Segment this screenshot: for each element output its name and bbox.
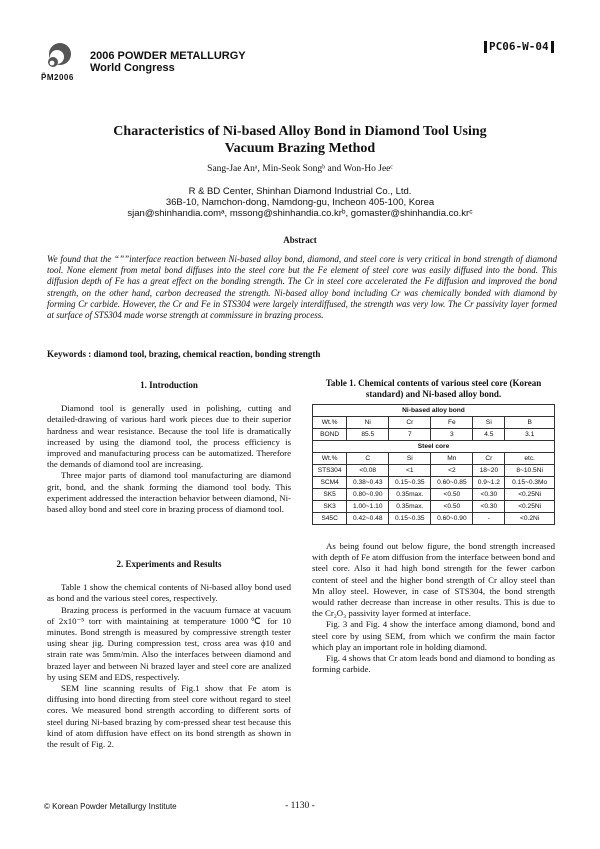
paragraph: Three major parts of diamond tool manufacturing are diamond grit, bond, and the shank forming the diamond tool body. This experiment addressed the interaction behavior between diamond, Ni-based alloy bond and steel core in brazing process of diamond tool. xyxy=(47,470,291,515)
table-cell: 4.5 xyxy=(473,429,505,441)
copyright-notice: © Korean Powder Metallurgy Institute xyxy=(44,802,177,811)
page-number: - 1130 - xyxy=(285,801,315,811)
table-cell: 7 xyxy=(389,429,431,441)
table-cell: SK3 xyxy=(313,501,347,513)
table-row xyxy=(313,513,555,525)
table-cell: 8~10.5Ni xyxy=(505,465,555,477)
table-header-row xyxy=(313,453,555,465)
table-cell: Mn xyxy=(431,453,473,465)
abstract-heading: Abstract xyxy=(283,235,317,245)
paragraph: Fig. 4 shows that Cr atom leads bond and diamond to bonding as forming carbide. xyxy=(312,653,555,675)
abstract-text: We found that the “””interface reaction between Ni-based alloy bond, diamond, and steel core is very critical in bond strength of diamond tool. None element from metal bond diffuses into the steel core but the Fe element of steel core was easily diffused into the bond. This diffusion depth of Fe has a great effect on the bonding strength. The Cr in steel core accelerated the Fe diffusion and improved the bond strength, on the other hand, carbon decreased the strength. Ni-based alloy bond including Cr was chemically bonded with diamond by forming Cr carbide. However, the Cr and Fe in STS304 were largely interdiffused, the strength was very low. The Cr passivity layer formed at surface of STS304 made worse strength at commissure in brazing process. xyxy=(47,254,557,321)
table-cell: 0.35max. xyxy=(389,489,431,501)
table-cell: Wt.% xyxy=(313,453,347,465)
steel-section-title: Steel core xyxy=(313,441,555,453)
table-cell: 1.00~1.10 xyxy=(347,501,389,513)
table-cell: 3 xyxy=(431,429,473,441)
table-cell: SCM4 xyxy=(313,477,347,489)
paragraph: Diamond tool is generally used in polishing, cutting and detailed-drawing of various hard work pieces due to their superior hardness and wear resistance. Because the tool life is dramatically increased by using the diamond tool, the process efficiency is improved and manufacturing process can be automatized. Therefore the demands of diamond tool are increasing. xyxy=(47,403,291,470)
logo-label: P̃M2006 xyxy=(41,73,74,82)
right-column-text xyxy=(312,541,555,675)
title-line-1: Characteristics of Ni-based Alloy Bond in Diamond Tool Using xyxy=(113,124,487,139)
table-cell: 0.35max. xyxy=(389,501,431,513)
table-cell: etc. xyxy=(505,453,555,465)
table-cell: 0.80~0.90 xyxy=(347,489,389,501)
table-cell: BOND xyxy=(313,429,347,441)
affiliation xyxy=(0,186,600,219)
table-cell: <0.25Ni xyxy=(505,501,555,513)
table-row xyxy=(313,405,555,417)
table-cell: <0.50 xyxy=(431,501,473,513)
table-cell: S45C xyxy=(313,513,347,525)
title-line-2: Vacuum Brazing Method xyxy=(224,141,376,156)
table-cell: <1 xyxy=(389,465,431,477)
paragraph: As being found out below figure, the bond strength increased with depth of Fe atom diffusion from the interface between bond and steel core. Also it had high bond strength for the fewer carbon content of steel and the higher bond strength of Cr alloy steel than Mn alloy steel. However, in case of STS304, the bond strength would rather decrease than increase in other results. This is due to the Cr₂O₃ passivity layer formed at interface. xyxy=(312,541,555,619)
table-caption xyxy=(312,378,555,400)
table-cell: 0.60~0.85 xyxy=(431,477,473,489)
table-cell: <0.2Ni xyxy=(505,513,555,525)
table-cell: <0.25Ni xyxy=(505,489,555,501)
section-experiments xyxy=(47,559,291,750)
table-row xyxy=(313,477,555,489)
paragraph: Brazing process is performed in the vacuum furnace at vacuum of 2x10⁻⁵ torr with maintaining at temperature 1000℃ for 10 minutes. Bond strength is measured by compressive strength tester using shear jig. During compression test, cross area was ϕ10 and strain rate was 5mm/min. Also the interfaces between diamond and brazed layer and between Ni brazed layer and steel core are analized by using SEM and EDS, respectively. xyxy=(47,604,291,682)
table-cell: Wt.% xyxy=(313,417,347,429)
affiliation-org: R & BD Center, Shinhan Diamond Industrial Co., Ltd. xyxy=(188,186,412,197)
paper-code xyxy=(482,40,556,53)
table-cell: 0.15~0.35 xyxy=(389,513,431,525)
table-cell: 0.42~0.48 xyxy=(347,513,389,525)
section-heading: 1. Introduction xyxy=(140,380,198,390)
affiliation-address: 36B-10, Namchon-dong, Namdong-gu, Incheon 405-100, Korea xyxy=(165,197,435,208)
table-caption-line-1: Table 1. Chemical contents of various steel core (Korean xyxy=(325,378,542,388)
table-row xyxy=(313,501,555,513)
table-cell: SK5 xyxy=(313,489,347,501)
table-cell: <0.08 xyxy=(347,465,389,477)
paragraph: SEM line scanning results of Fig.1 show that Fe atom is diffusing into bond directing from steel core without regard to steel cores. We measured bond strength according to different sorts of steel during Ni-based brazing by com-pressed shear test because this kind of atom diffusion have effect on its bond strength as shown in the result of Fig. 2. xyxy=(47,683,291,750)
table-cell: 0.9~1.2 xyxy=(473,477,505,489)
table-row xyxy=(313,429,555,441)
paragraph: Fig. 3 and Fig. 4 show the interface among diamond, bond and steel core by using SEM, from which we confirm the main factor which play an important role in holding diamond. xyxy=(312,619,555,652)
table-cell: Ni xyxy=(347,417,389,429)
table-cell: <0.30 xyxy=(473,501,505,513)
conference-logo-icon xyxy=(44,42,72,72)
table-cell: <0.50 xyxy=(431,489,473,501)
table-cell: 0.60~0.90 xyxy=(431,513,473,525)
bond-section-title: Ni-based alloy bond xyxy=(313,405,555,417)
table-caption-line-2: standard) and Ni-based alloy bond. xyxy=(365,389,502,399)
table-cell: 85.5 xyxy=(347,429,389,441)
conference-name xyxy=(90,50,246,74)
paper-code-text: PC06-W-04 xyxy=(489,40,549,53)
section-heading: 2. Experiments and Results xyxy=(116,559,222,569)
table-cell: STS304 xyxy=(313,465,347,477)
table-cell: Cr xyxy=(389,417,431,429)
table-cell: - xyxy=(473,513,505,525)
table-cell: C xyxy=(347,453,389,465)
table-cell: <2 xyxy=(431,465,473,477)
conference-line-2: World Congress xyxy=(90,62,175,74)
table-cell: Si xyxy=(473,417,505,429)
table-row xyxy=(313,441,555,453)
table-cell: Si xyxy=(389,453,431,465)
table-cell: 0.38~0.43 xyxy=(347,477,389,489)
table-cell: <0.30 xyxy=(473,489,505,501)
conference-line-1: 2006 POWDER METALLURGY xyxy=(90,50,246,62)
affiliation-emails: sjan@shinhandia.comᵃ, mssong@shinhandia.co.krᵇ, gomaster@shinhandia.co.krᶜ xyxy=(127,208,473,219)
table-row xyxy=(313,465,555,477)
table-cell: 3.1 xyxy=(505,429,555,441)
table-header-row xyxy=(313,417,555,429)
table-cell: 0.15~0.35 xyxy=(389,477,431,489)
table-cell: 18~20 xyxy=(473,465,505,477)
section-introduction xyxy=(47,380,291,515)
keywords: Keywords : diamond tool, brazing, chemical reaction, bonding strength xyxy=(47,349,321,359)
chemical-contents-table xyxy=(312,404,555,525)
author-list: Sang-Jae Anᵃ, Min-Seok Songᵇ and Won-Ho Jeeᶜ xyxy=(207,164,393,174)
table-row xyxy=(313,489,555,501)
table-cell: 0.15~0.3Mo xyxy=(505,477,555,489)
paragraph: Table 1 show the chemical contents of Ni-based alloy bond used as bond and the various steel cores, respectively. xyxy=(47,582,291,604)
paper-title xyxy=(0,123,600,157)
table-cell: Fe xyxy=(431,417,473,429)
table-cell: Cr xyxy=(473,453,505,465)
table-cell: B xyxy=(505,417,555,429)
